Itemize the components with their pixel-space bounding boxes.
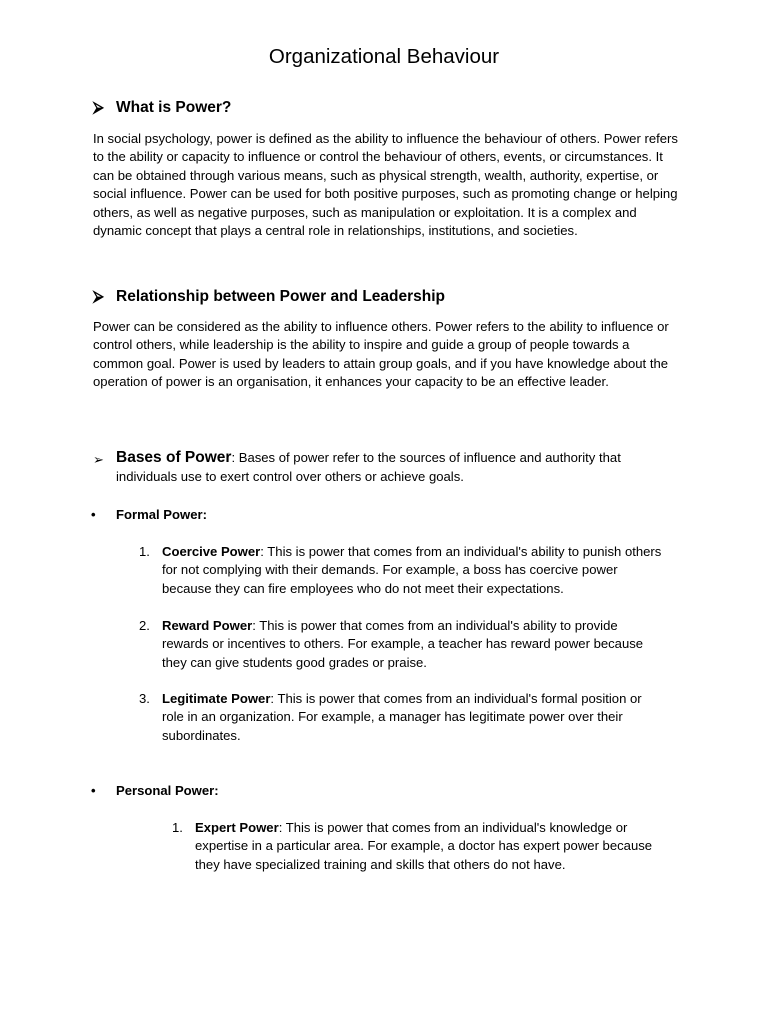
list-item-coercive bbox=[139, 543, 662, 598]
list-number: 2. bbox=[139, 618, 150, 633]
bullet-label: Personal Power: bbox=[116, 783, 219, 798]
item-term: Legitimate Power bbox=[162, 691, 271, 706]
paragraph-relationship: Power can be considered as the ability to influence others. Power refers to the ability to influence or control others, while leadership is the ability to inspire and guide a group of people towards a common goal. Power is used by leaders to attain group goals, and if you have knowledge about the operation of power is an organisation, it enhances your capacity to be an effective leader. bbox=[93, 319, 669, 390]
heading-relationship bbox=[93, 287, 445, 307]
item-text: : This is power that comes from an individual's ability to provide rewards or incentives to others. For example, a teacher has reward power because they can give students good grades or praise. bbox=[162, 618, 644, 670]
arrow-bullet-icon: ⮚ bbox=[93, 99, 104, 116]
bases-term: Bases of Power bbox=[116, 449, 232, 466]
heading-text: What is Power? bbox=[116, 99, 232, 116]
arrow-bullet-icon: ⮚ bbox=[93, 288, 104, 305]
paragraph-power: In social psychology, power is defined as the ability to influence the behaviour of others. Power refers to the ability or capacity to influence or control the behaviour of others, events, or circumstances. It can be obtained through various means, such as physical strength, wealth, authority, expertise, or social influence. Power can be used for both positive purposes, such as promoting change or helping others, as well as negative purposes, such as manipulation or exploitation. It is a complex and dynamic concept that plays a central role in relationships, institutions, and societies. bbox=[93, 131, 678, 239]
item-term: Expert Power bbox=[195, 820, 279, 835]
list-item-legitimate bbox=[139, 690, 667, 745]
bullet-personal-power bbox=[91, 782, 219, 800]
item-term: Coercive Power bbox=[162, 544, 261, 559]
list-number: 1. bbox=[172, 820, 183, 835]
list-number: 1. bbox=[139, 544, 150, 559]
heading-text: Relationship between Power and Leadership bbox=[116, 288, 446, 305]
list-number: 3. bbox=[139, 691, 150, 706]
page-title: Organizational Behaviour bbox=[268, 45, 500, 68]
bases-text: : Bases of power refer to the sources of influence and authority that individuals use to exert control over others or achieve goals. bbox=[116, 450, 621, 484]
bullet-formal-power bbox=[91, 506, 207, 524]
bullet-label: Formal Power: bbox=[116, 507, 207, 522]
item-text: : This is power that comes from an individual's ability to punish others for not complying with their demands. For example, a boss has coercive power because they can fire employees who do not meet their expectations. bbox=[162, 544, 662, 596]
heading-what-is-power bbox=[93, 98, 231, 118]
list-item-expert bbox=[172, 819, 673, 874]
bullet-dot-icon: • bbox=[91, 783, 96, 798]
list-item-reward bbox=[139, 617, 667, 672]
item-text: : This is power that comes from an individual's knowledge or expertise in a particular area. For example, a doctor has expert power because they have specialized training and skills that others do not have. bbox=[195, 820, 653, 872]
small-arrow-bullet-icon: ➢ bbox=[93, 452, 104, 467]
item-term: Reward Power bbox=[162, 618, 253, 633]
item-text: : This is power that comes from an individual's formal position or role in an organization. For example, a manager has legitimate power over their subordinates. bbox=[162, 691, 642, 743]
bases-of-power bbox=[93, 448, 683, 486]
bullet-dot-icon: • bbox=[91, 507, 96, 522]
